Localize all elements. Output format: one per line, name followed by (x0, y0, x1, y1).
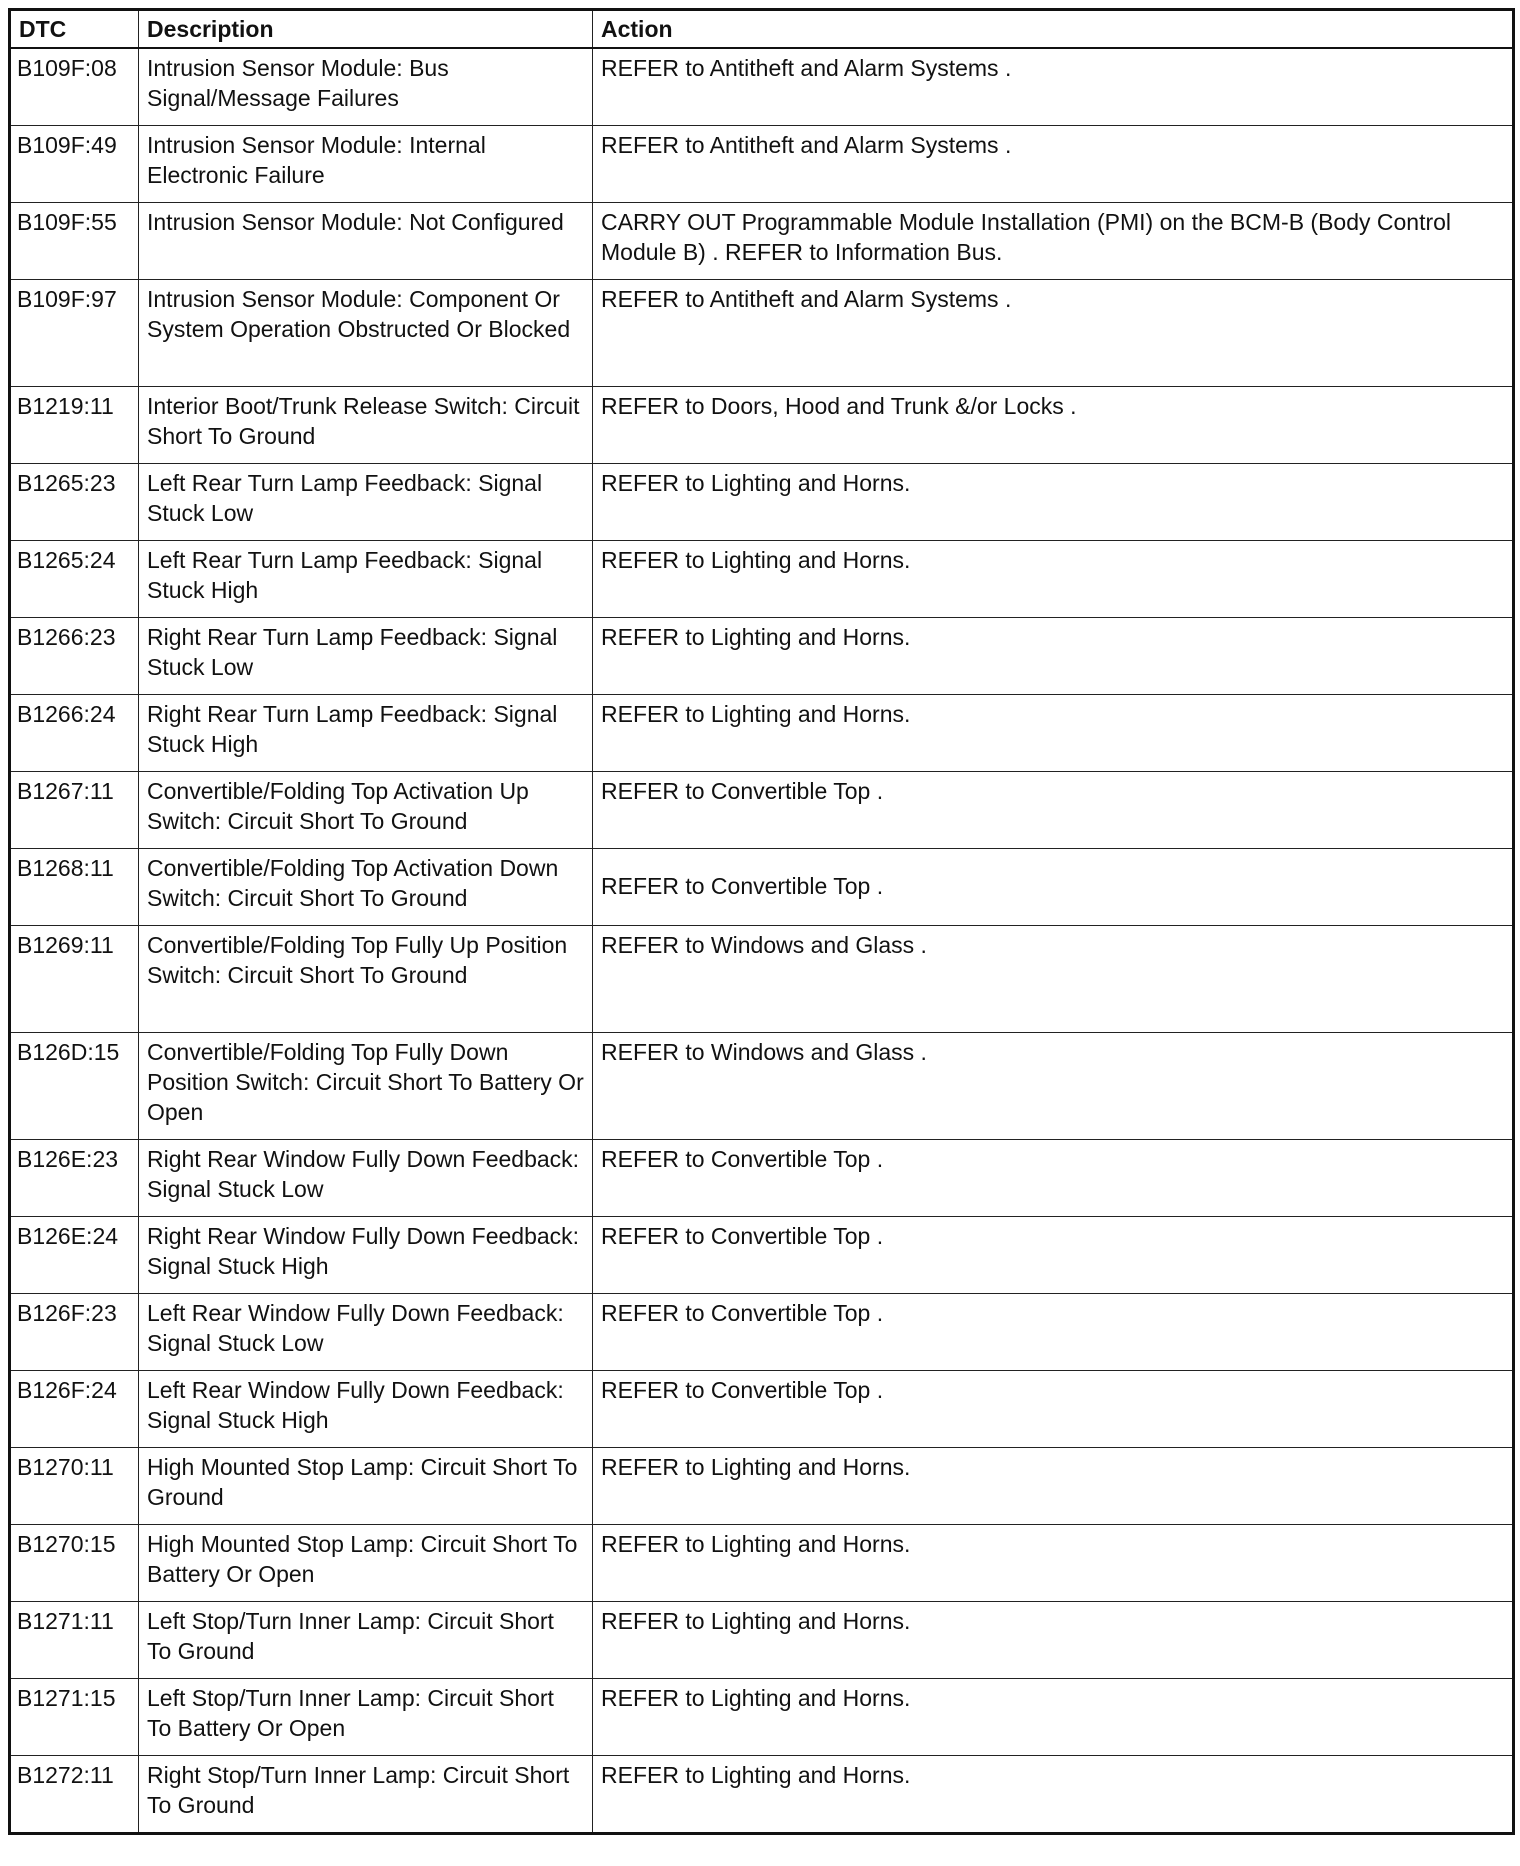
table-row (10, 541, 1514, 618)
action-cell: REFER to Antitheft and Alarm Systems . (593, 126, 1514, 203)
action-cell: REFER to Lighting and Horns. (593, 1679, 1514, 1756)
table-row (10, 1217, 1514, 1294)
action-cell: REFER to Lighting and Horns. (593, 1525, 1514, 1602)
column-header-description: Description (139, 10, 593, 49)
dtc-code-cell: B1268:11 (10, 849, 139, 926)
description-cell: Right Rear Turn Lamp Feedback: Signal Stuck High (139, 695, 593, 772)
dtc-code-cell: B1265:24 (10, 541, 139, 618)
description-cell: Interior Boot/Trunk Release Switch: Circuit Short To Ground (139, 387, 593, 464)
dtc-code-cell: B1271:11 (10, 1602, 139, 1679)
description-cell: Right Rear Window Fully Down Feedback: Signal Stuck High (139, 1217, 593, 1294)
action-cell: REFER to Lighting and Horns. (593, 1602, 1514, 1679)
action-cell: REFER to Convertible Top . (593, 1294, 1514, 1371)
description-cell: Intrusion Sensor Module: Internal Electronic Failure (139, 126, 593, 203)
action-cell: REFER to Windows and Glass . (593, 1033, 1514, 1140)
table-row (10, 772, 1514, 849)
action-cell: REFER to Lighting and Horns. (593, 464, 1514, 541)
description-cell: Right Stop/Turn Inner Lamp: Circuit Short To Ground (139, 1756, 593, 1834)
dtc-code-cell: B109F:08 (10, 48, 139, 126)
dtc-code-cell: B1270:15 (10, 1525, 139, 1602)
dtc-code-cell: B109F:55 (10, 203, 139, 280)
dtc-code-cell: B126E:24 (10, 1217, 139, 1294)
dtc-code-cell: B1219:11 (10, 387, 139, 464)
table-row (10, 48, 1514, 126)
table-row (10, 1294, 1514, 1371)
action-cell: REFER to Lighting and Horns. (593, 1448, 1514, 1525)
table-row (10, 695, 1514, 772)
action-cell: REFER to Convertible Top . (593, 1140, 1514, 1217)
table-row (10, 1679, 1514, 1756)
dtc-code-cell: B1270:11 (10, 1448, 139, 1525)
description-cell: Intrusion Sensor Module: Component Or System Operation Obstructed Or Blocked (139, 280, 593, 387)
dtc-code-cell: B109F:97 (10, 280, 139, 387)
action-cell: REFER to Lighting and Horns. (593, 695, 1514, 772)
description-cell: Convertible/Folding Top Activation Down Switch: Circuit Short To Ground (139, 849, 593, 926)
table-row (10, 126, 1514, 203)
description-cell: Right Rear Window Fully Down Feedback: Signal Stuck Low (139, 1140, 593, 1217)
dtc-code-cell: B1266:23 (10, 618, 139, 695)
dtc-code-cell: B1266:24 (10, 695, 139, 772)
dtc-code-cell: B1269:11 (10, 926, 139, 1033)
action-cell: REFER to Doors, Hood and Trunk &/or Locks . (593, 387, 1514, 464)
dtc-code-cell: B126E:23 (10, 1140, 139, 1217)
dtc-code-cell: B1267:11 (10, 772, 139, 849)
dtc-code-cell: B1265:23 (10, 464, 139, 541)
table-row (10, 926, 1514, 1033)
dtc-code-cell: B1271:15 (10, 1679, 139, 1756)
action-cell: REFER to Antitheft and Alarm Systems . (593, 280, 1514, 387)
action-cell: REFER to Convertible Top . (593, 1217, 1514, 1294)
table-row (10, 849, 1514, 926)
description-cell: Convertible/Folding Top Activation Up Switch: Circuit Short To Ground (139, 772, 593, 849)
description-cell: Left Rear Turn Lamp Feedback: Signal Stuck High (139, 541, 593, 618)
description-cell: Left Stop/Turn Inner Lamp: Circuit Short To Battery Or Open (139, 1679, 593, 1756)
action-cell: REFER to Lighting and Horns. (593, 618, 1514, 695)
action-cell: REFER to Lighting and Horns. (593, 541, 1514, 618)
table-row (10, 1525, 1514, 1602)
action-cell: REFER to Convertible Top . (593, 1371, 1514, 1448)
column-header-dtc: DTC (10, 10, 139, 49)
table-header-row (10, 10, 1514, 49)
table-row (10, 1756, 1514, 1834)
description-cell: Convertible/Folding Top Fully Down Position Switch: Circuit Short To Battery Or Open (139, 1033, 593, 1140)
table-row (10, 1602, 1514, 1679)
table-row (10, 1448, 1514, 1525)
dtc-code-cell: B126F:24 (10, 1371, 139, 1448)
table-row (10, 1371, 1514, 1448)
table-row (10, 1140, 1514, 1217)
table-row (10, 1033, 1514, 1140)
description-cell: High Mounted Stop Lamp: Circuit Short To Ground (139, 1448, 593, 1525)
dtc-code-cell: B109F:49 (10, 126, 139, 203)
dtc-table (8, 8, 1515, 1835)
dtc-code-cell: B126F:23 (10, 1294, 139, 1371)
description-cell: High Mounted Stop Lamp: Circuit Short To Battery Or Open (139, 1525, 593, 1602)
dtc-table-container (8, 8, 1515, 1835)
description-cell: Convertible/Folding Top Fully Up Position Switch: Circuit Short To Ground (139, 926, 593, 1033)
action-cell: REFER to Windows and Glass . (593, 926, 1514, 1033)
table-row (10, 464, 1514, 541)
table-row (10, 280, 1514, 387)
action-cell: CARRY OUT Programmable Module Installation (PMI) on the BCM-B (Body Control Module B) . REFER to Information Bus. (593, 203, 1514, 280)
description-cell: Right Rear Turn Lamp Feedback: Signal Stuck Low (139, 618, 593, 695)
dtc-code-cell: B1272:11 (10, 1756, 139, 1834)
description-cell: Left Rear Window Fully Down Feedback: Signal Stuck Low (139, 1294, 593, 1371)
action-cell: REFER to Convertible Top . (593, 772, 1514, 849)
table-row (10, 387, 1514, 464)
description-cell: Left Rear Window Fully Down Feedback: Signal Stuck High (139, 1371, 593, 1448)
description-cell: Intrusion Sensor Module: Not Configured (139, 203, 593, 280)
action-cell: REFER to Convertible Top . (593, 849, 1514, 926)
dtc-code-cell: B126D:15 (10, 1033, 139, 1140)
table-row (10, 203, 1514, 280)
description-cell: Left Rear Turn Lamp Feedback: Signal Stuck Low (139, 464, 593, 541)
column-header-action: Action (593, 10, 1514, 49)
table-row (10, 618, 1514, 695)
description-cell: Intrusion Sensor Module: Bus Signal/Message Failures (139, 48, 593, 126)
action-cell: REFER to Lighting and Horns. (593, 1756, 1514, 1834)
action-cell: REFER to Antitheft and Alarm Systems . (593, 48, 1514, 126)
description-cell: Left Stop/Turn Inner Lamp: Circuit Short To Ground (139, 1602, 593, 1679)
